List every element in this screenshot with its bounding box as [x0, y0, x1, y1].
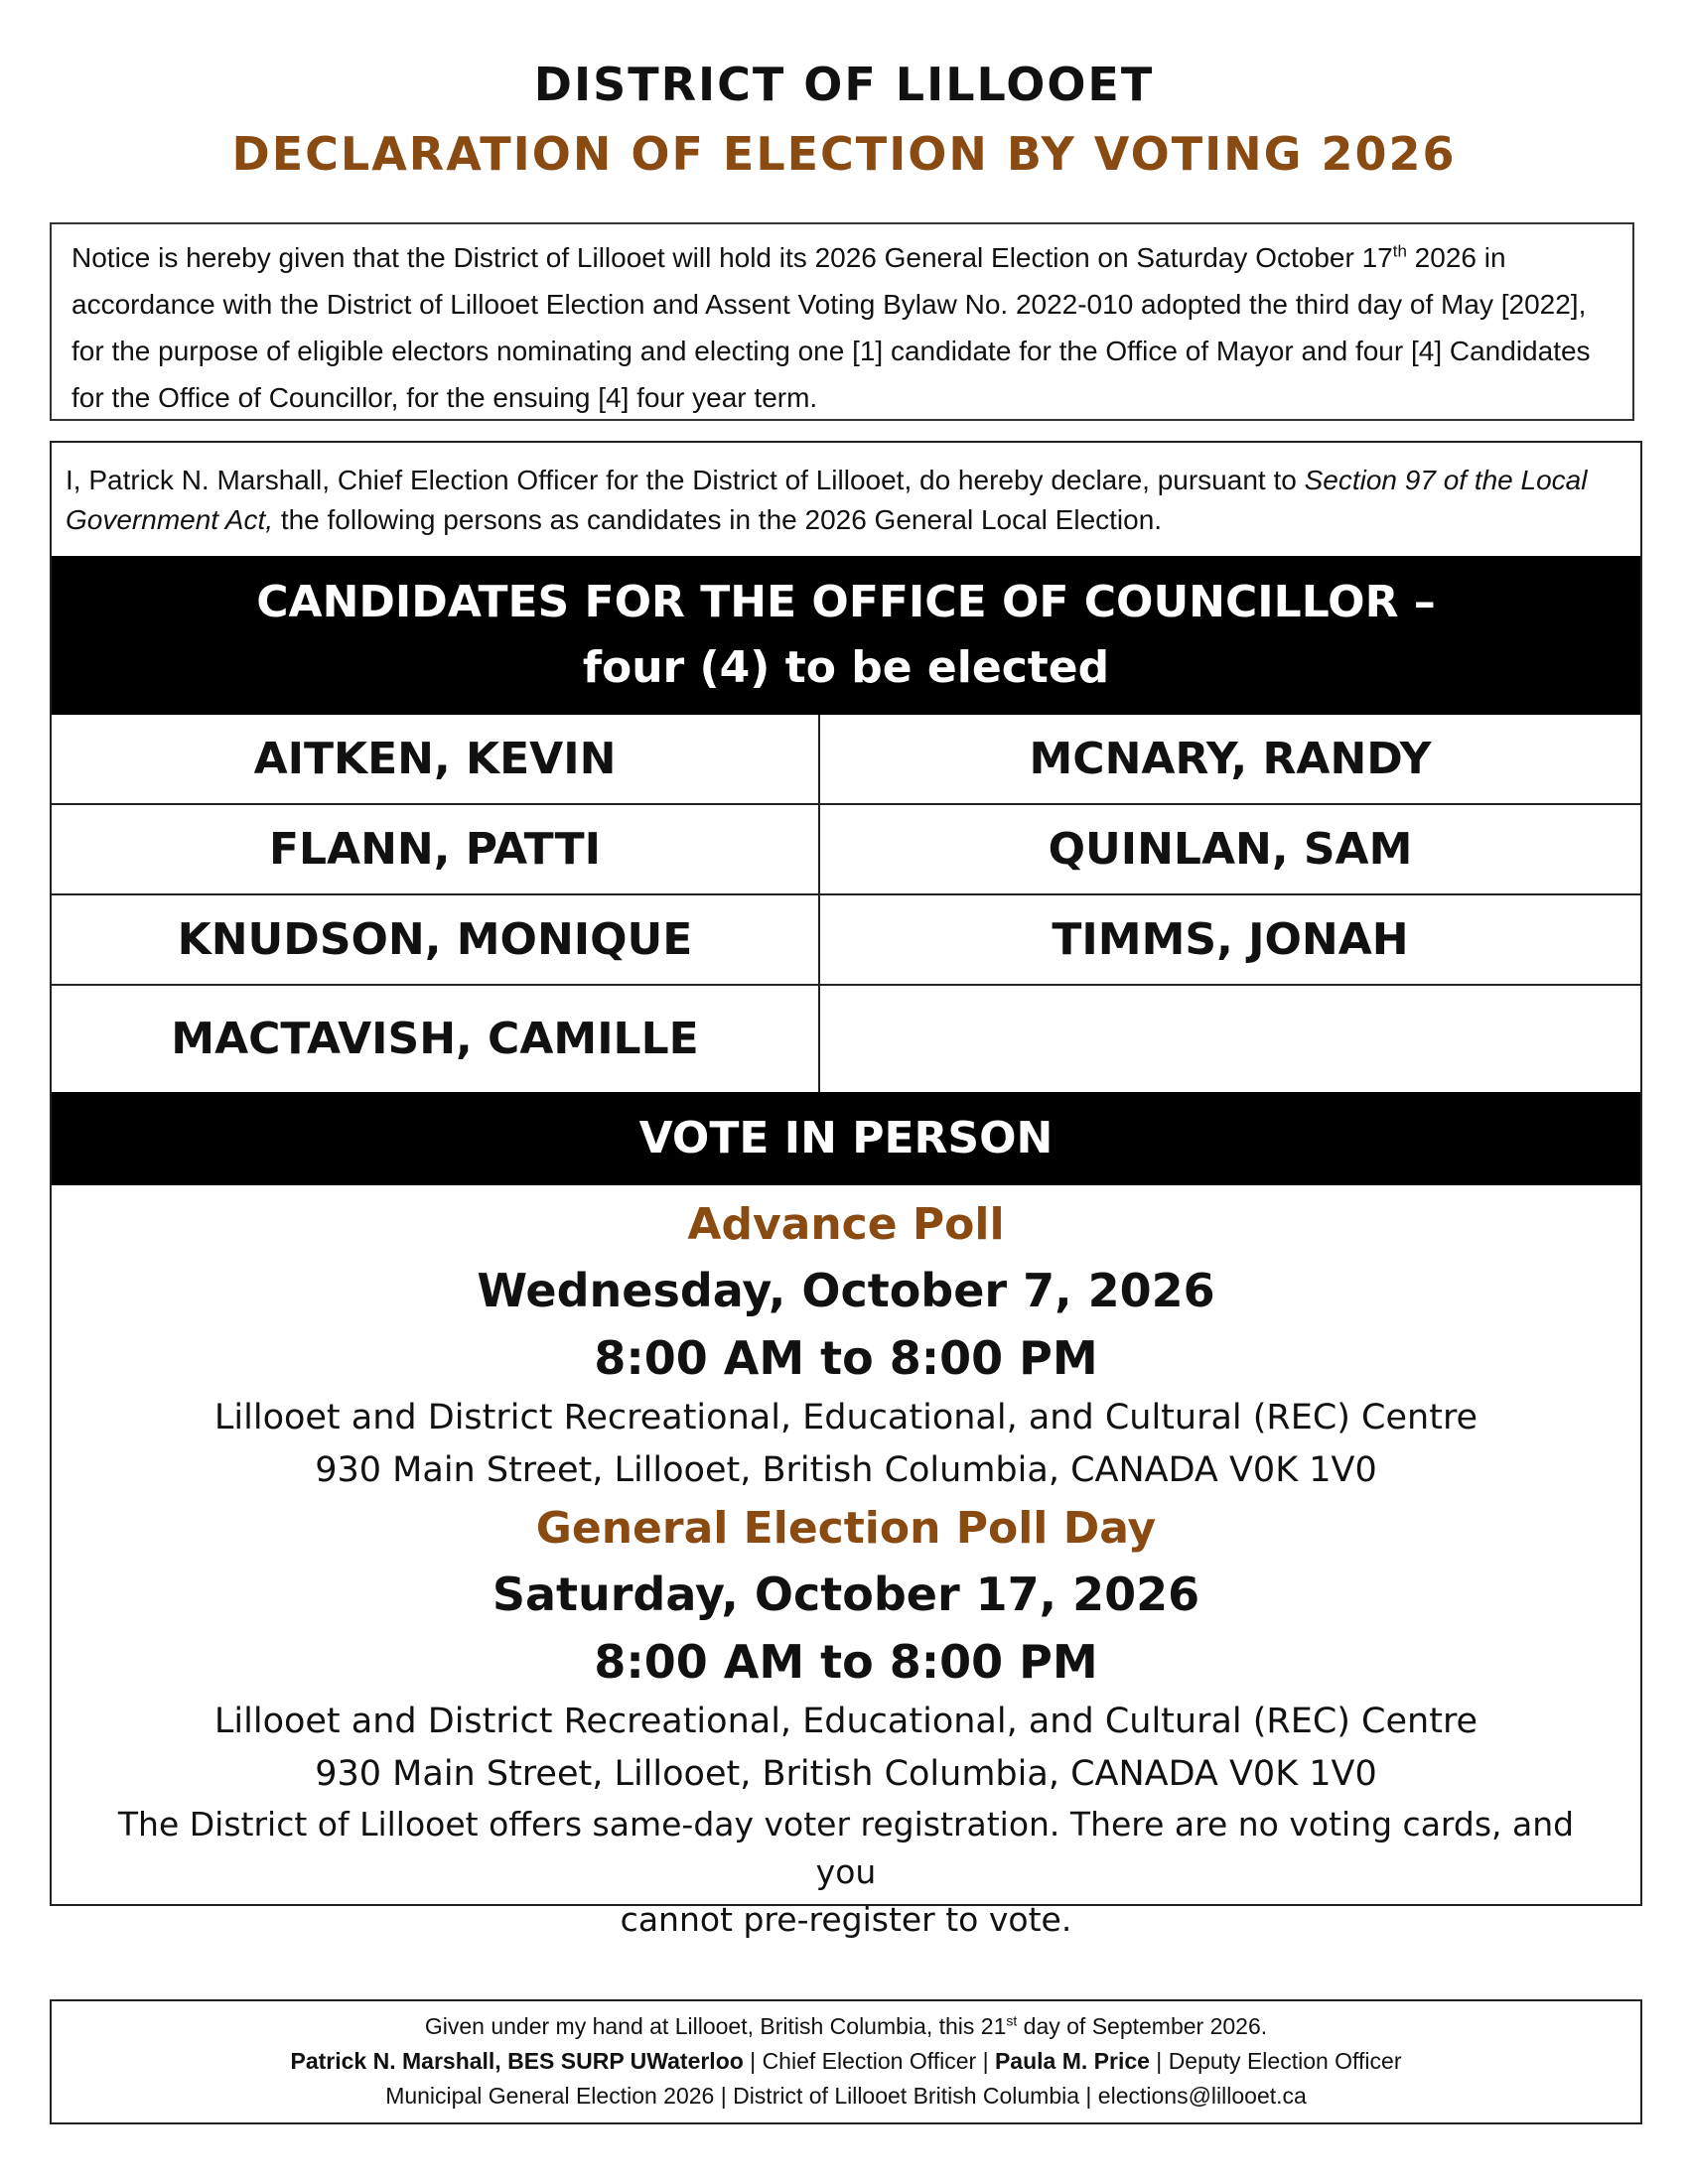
registration-note	[52, 1801, 1640, 1944]
declaration-statement	[52, 443, 1640, 556]
candidate-cell: MCNARY, RANDY	[820, 715, 1640, 805]
advance-poll-address: 930 Main Street, Lillooet, British Columbia, CANADA V0K 1V0	[315, 1450, 1377, 1490]
notice-superscript: th	[1392, 241, 1407, 261]
declaration-text-part1: I, Patrick N. Marshall, Chief Election Officer for the District of Lillooet, do hereby declare, pursuant to	[66, 465, 1305, 495]
candidate-cell: MACTAVISH, CAMILLE	[52, 986, 820, 1092]
candidate-cell: KNUDSON, MONIQUE	[52, 895, 820, 986]
deputy-officer-name: Paula M. Price	[994, 2048, 1150, 2074]
candidate-cell-empty	[820, 986, 1640, 1092]
candidate-cell: AITKEN, KEVIN	[52, 715, 820, 805]
councillor-heading-line2: four (4) to be elected	[582, 642, 1110, 693]
footer-given-text-b: day of September 2026.	[1017, 2013, 1268, 2039]
advance-poll-title: Advance Poll	[687, 1199, 1005, 1250]
footer-given-text-a: Given under my hand at Lillooet, British Columbia, this 21	[424, 2013, 1007, 2039]
advance-poll-date: Wednesday, October 7, 2026	[477, 1264, 1215, 1317]
chief-officer-name: Patrick N. Marshall, BES SURP UWaterloo	[290, 2048, 744, 2074]
footer-separator: |	[976, 2048, 995, 2074]
chief-officer-title: Chief Election Officer	[762, 2048, 977, 2074]
general-poll-time: 8:00 AM to 8:00 PM	[594, 1635, 1098, 1689]
registration-note-line1: The District of Lillooet offers same-day voter registration. There are no voting cards, and you	[117, 1805, 1575, 1891]
footer-separator: |	[743, 2048, 763, 2074]
declaration-box	[50, 441, 1642, 1939]
notice-text-part2: 2026 in accordance with the District of Lillooet Election and Assent Voting Bylaw No. 2022-010 adopted the third day of May [2022], for the purpose of eligible electors nominating and electing one [1] candidate for the Office of Mayor and four [4] Candidates for the Office of Councillor, for the ensuing [4] four year term.	[71, 242, 1591, 413]
candidate-cell: TIMMS, JONAH	[820, 895, 1640, 986]
footer-contact-line: Municipal General Election 2026 | District of Lillooet British Columbia | elections@lillooet.ca	[385, 2083, 1307, 2109]
candidate-cell: FLANN, PATTI	[52, 805, 820, 895]
notice-text-part1: Notice is hereby given that the District of Lillooet will hold its 2026 General Election on Saturday October 17	[71, 242, 1393, 273]
declaration-act-reference: Section 97 of the Local Government Act,	[66, 465, 1588, 535]
footer-superscript: st	[1006, 2012, 1018, 2029]
advance-poll-location: Lillooet and District Recreational, Educational, and Cultural (REC) Centre	[213, 1398, 1478, 1437]
footer-officers-line	[52, 2044, 1640, 2079]
advance-poll-time: 8:00 AM to 8:00 PM	[594, 1331, 1098, 1385]
candidate-cell: QUINLAN, SAM	[820, 805, 1640, 895]
general-poll-title: General Election Poll Day	[535, 1503, 1157, 1554]
page-subtitle: DECLARATION OF ELECTION BY VOTING 2026	[231, 127, 1457, 181]
notice-box	[50, 222, 1634, 421]
councillor-heading-bar	[52, 556, 1640, 715]
vote-in-person-bar: VOTE IN PERSON	[52, 1092, 1640, 1185]
signature-footer	[50, 1999, 1642, 2124]
footer-given-line	[52, 2009, 1640, 2044]
deputy-officer-title: Deputy Election Officer	[1168, 2048, 1402, 2074]
general-poll-location: Lillooet and District Recreational, Educational, and Cultural (REC) Centre	[213, 1702, 1478, 1741]
candidate-table	[52, 715, 1640, 1092]
vote-details	[52, 1185, 1640, 1944]
general-poll-date: Saturday, October 17, 2026	[492, 1568, 1200, 1621]
page-title: DISTRICT OF LILLOOET	[533, 58, 1155, 111]
registration-note-line2: cannot pre-register to vote.	[620, 1900, 1072, 1939]
general-poll-address: 930 Main Street, Lillooet, British Columbia, CANADA V0K 1V0	[315, 1754, 1377, 1794]
councillor-heading-line1: CANDIDATES FOR THE OFFICE OF COUNCILLOR –	[256, 577, 1436, 627]
footer-separator: |	[1149, 2048, 1169, 2074]
declaration-text-part2: the following persons as candidates in the 2026 General Local Election.	[273, 504, 1163, 535]
